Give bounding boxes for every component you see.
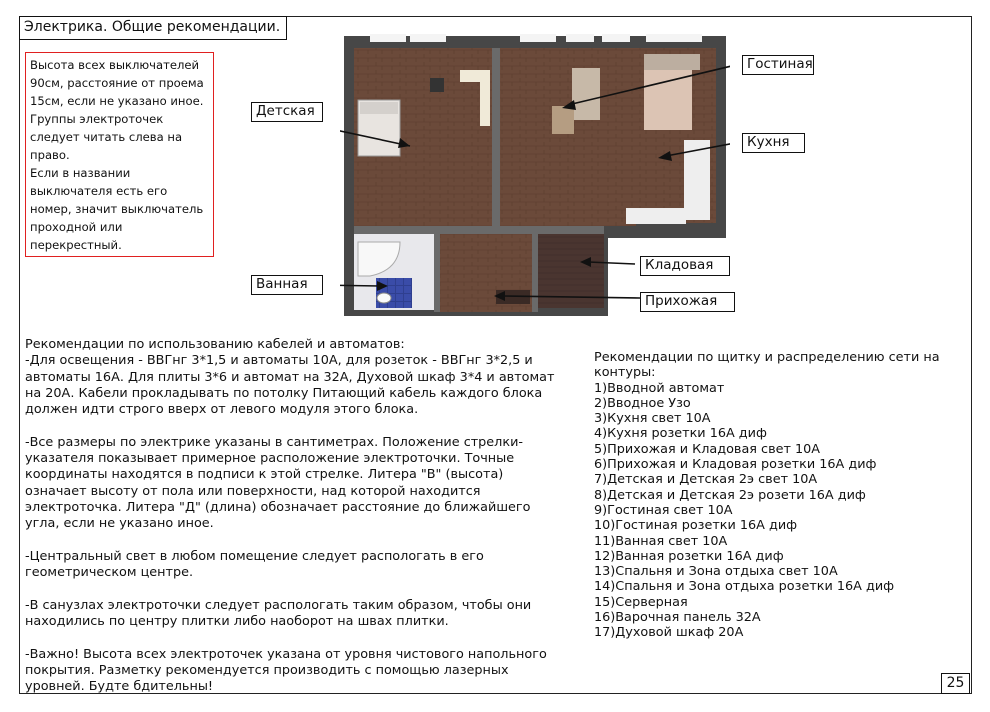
panel-recommendations (594, 350, 944, 641)
list-item: 7)Детская и Детская 2э свет 10А (594, 472, 818, 488)
list-item: 9)Гостиная свет 10А (594, 502, 733, 518)
floor-plan (340, 30, 730, 330)
list-item: 14)Спальня и Зона отдыха розетки 16А диф (594, 579, 895, 595)
list-item: 10)Гостиная розетки 16А диф (594, 518, 798, 534)
note-line: номер, значит выключатель (30, 202, 204, 216)
windows (370, 34, 702, 42)
text-line: угла, если не указано иное. (25, 516, 214, 532)
text-line: уровней. Будте бдительны! (25, 679, 214, 695)
spacer (25, 418, 565, 434)
text-line: находились по центру плитки либо наоборот на швах плитки. (25, 614, 449, 630)
note-line: выключателя есть его (30, 184, 168, 198)
spacer (25, 581, 565, 597)
note-line: 90см, расстояние от проема (30, 76, 204, 90)
note-line: Высота всех выключателей (30, 58, 200, 72)
list-item: 5)Прихожая и Кладовая свет 10А (594, 441, 821, 457)
note-line: Группы электроточек (30, 112, 164, 126)
note-line: право. (30, 148, 70, 162)
page-number: 25 (941, 673, 970, 694)
text-line: должен идти строго вверх от левого модуля этого блока. (25, 402, 419, 418)
room-label-bathroom: Ванная (251, 275, 323, 295)
list-item: 13)Спальня и Зона отдыха свет 10А (594, 564, 838, 580)
note-line: 15см, если не указано иное. (30, 94, 204, 108)
list-item: 4)Кухня розетки 16А диф (594, 426, 767, 442)
text-line: автоматы 16А. Для плиты 3*6 и автомат на 32А, Духовой шкаф 3*4 и автомат (25, 369, 555, 385)
text-line: геометрическом центре. (25, 565, 194, 581)
list-item: 8)Детская и Детская 2э розети 16А диф (594, 487, 866, 503)
text-line: электроточка. Литера "Д" (длина) обозначает расстояние до ближайшего (25, 499, 531, 515)
text-line: указателя показывает примерное расположение электроточки. Точные (25, 451, 515, 467)
sofa (572, 68, 600, 120)
room-label-hall: Прихожая (640, 292, 735, 312)
text-line: координаты находятся в подписи к этой стрелке. Литера "В" (высота) (25, 467, 504, 483)
switch-notes (25, 52, 214, 257)
text-line: Рекомендации по щитку и распределению сети на (594, 350, 940, 365)
list-item: 15)Серверная (594, 594, 688, 610)
list-item: 6)Прихожая и Кладовая розетки 16А диф (594, 457, 877, 473)
room-label-storage: Кладовая (640, 256, 730, 276)
room-label-kitchen: Кухня (742, 133, 805, 153)
list-item: 1)Вводной автомат (594, 380, 725, 396)
note-line: проходной или (30, 220, 123, 234)
page-title: Электрика. Общие рекомендации. (19, 16, 287, 40)
cable-recommendations (25, 337, 565, 696)
spacer (25, 630, 565, 646)
kitchen-table (644, 70, 692, 130)
text-line: -Все размеры по электрике указаны в сантиметрах. Положение стрелки- (25, 434, 524, 450)
text-line: контуры: (594, 365, 656, 381)
note-line: следует читать слева на (30, 130, 183, 144)
note-line: перекрестный. (30, 238, 122, 252)
list-item: 12)Ванная розетки 16А диф (594, 548, 784, 564)
living-room-floor (500, 48, 636, 226)
text-line: -В санузлах электроточки следует распологать таким образом, чтобы они (25, 597, 532, 613)
text-line: на 20А. Кабели прокладывать по потолку Питающий кабель каждого блока (25, 385, 543, 401)
list-item: 16)Варочная панель 32А (594, 610, 761, 626)
list-item: 3)Кухня свет 10А (594, 411, 711, 427)
text-line: -Для освещения - ВВГнг 3*1,5 и автоматы 10А, для розеток - ВВГнг 3*2,5 и (25, 353, 533, 369)
text-line: -Центральный свет в любом помещение следует распологать в его (25, 548, 484, 564)
room-label-living: Гостиная (742, 55, 814, 75)
list-item: 2)Вводное Узо (594, 395, 691, 411)
text-line: покрытия. Разметку рекомендуется производить с помощью лазерных (25, 662, 509, 678)
text-line: -Важно! Высота всех электроточек указана от уровня чистового напольного (25, 646, 547, 662)
list-item: 17)Духовой шкаф 20А (594, 625, 744, 641)
spacer (25, 533, 565, 549)
text-line: означает высоту от пола или поверхности, над которой находится (25, 483, 481, 499)
text-line: Рекомендации по использованию кабелей и автоматов: (25, 337, 405, 352)
list-item: 11)Ванная свет 10А (594, 533, 728, 549)
note-line: Если в названии (30, 166, 131, 180)
room-label-kids: Детская (251, 102, 323, 122)
